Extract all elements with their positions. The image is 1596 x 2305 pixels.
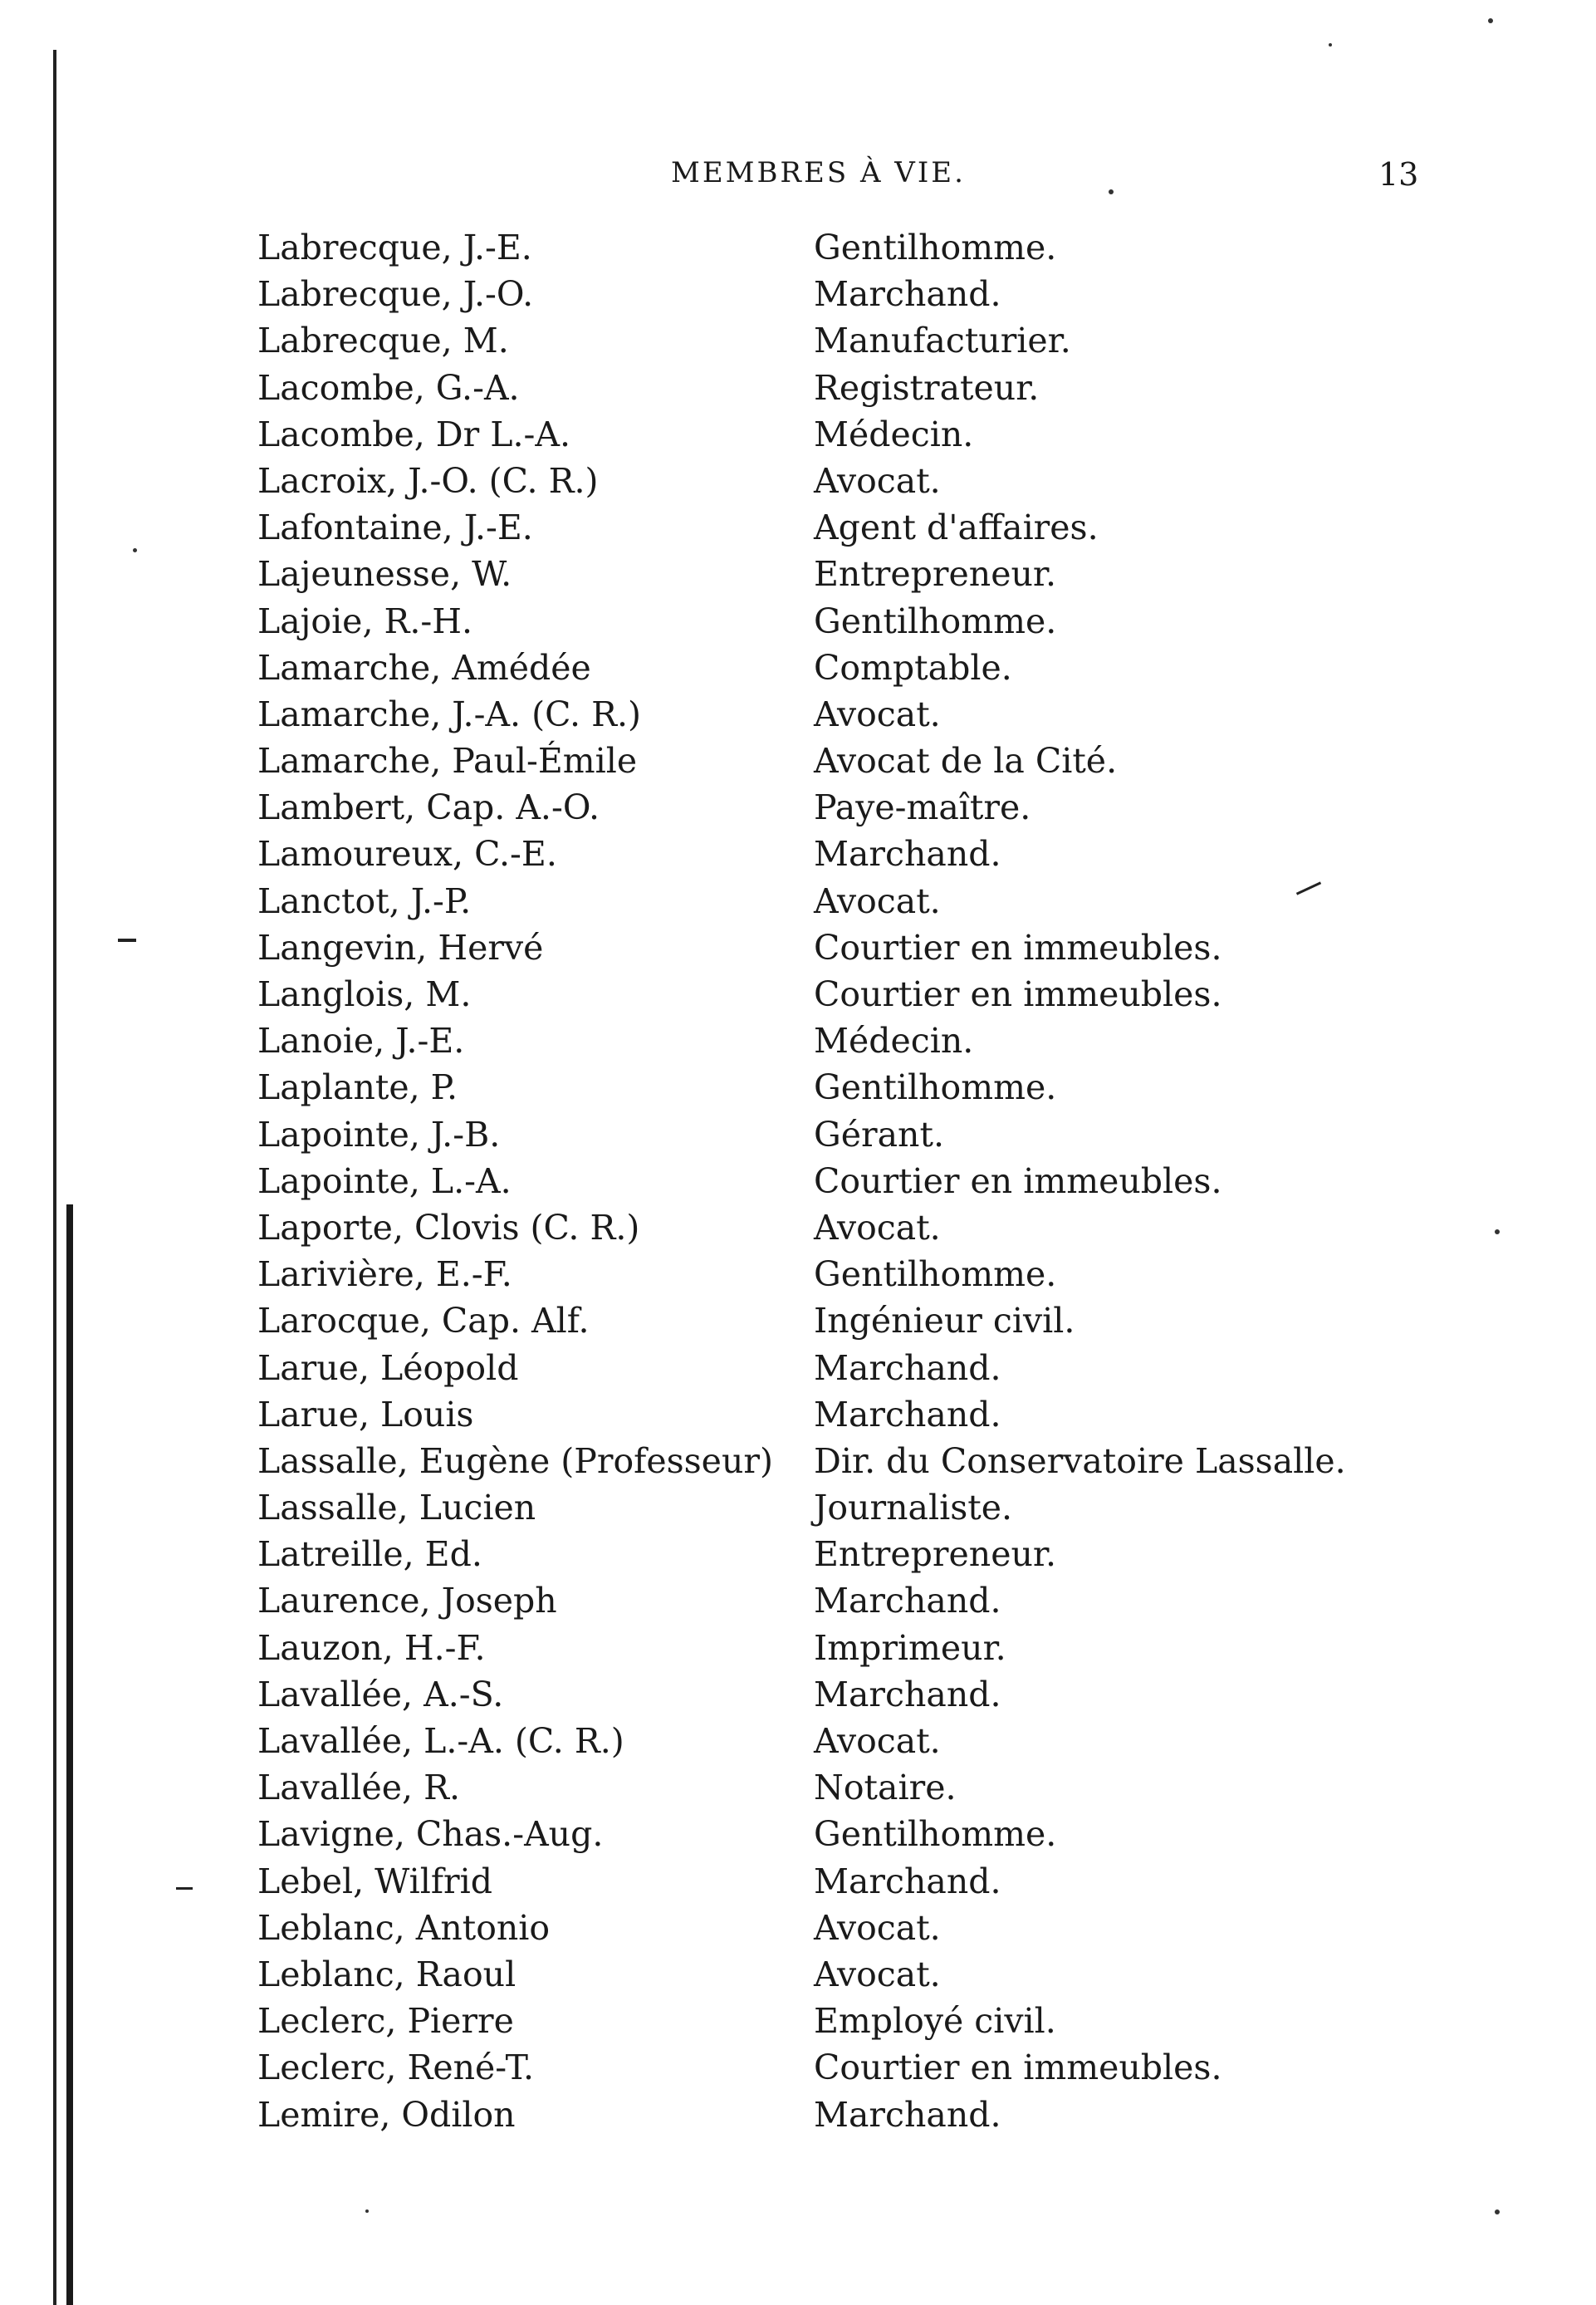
scan-speck [133, 548, 137, 552]
member-entry [257, 317, 1420, 364]
member-name: Lambert, Cap. A.-O. [257, 784, 606, 831]
member-name: Larocque, Cap. Alf. [257, 1297, 596, 1344]
member-entry [257, 924, 1420, 971]
member-name: Lassalle, Eugène (Professeur) [257, 1438, 780, 1484]
member-entry [257, 1251, 1420, 1297]
member-name: Lanctot, J.-P. [257, 878, 477, 924]
member-entry [257, 1484, 1420, 1531]
member-entry [257, 831, 1420, 877]
member-entry [257, 2044, 1420, 2091]
member-entry [257, 1718, 1420, 1764]
member-name: Leblanc, Raoul [257, 1951, 522, 1998]
member-occupation: Marchand. [814, 1674, 1001, 1714]
member-name: Lacombe, Dr L.-A. [257, 411, 577, 458]
member-entry [257, 1905, 1420, 1951]
member-name: Lassalle, Lucien [257, 1484, 542, 1531]
member-occupation: Marchand. [814, 2094, 1001, 2135]
member-occupation: Gentilhomme. [814, 228, 1057, 267]
member-occupation: Marchand. [814, 834, 1001, 875]
member-occupation: Avocat. [814, 1954, 941, 1994]
member-name: Lemire, Odilon [257, 2092, 522, 2138]
member-name: Laplante, P. [257, 1064, 464, 1111]
member-occupation: Marchand. [814, 1861, 1001, 1901]
member-entry [257, 971, 1420, 1018]
member-occupation: Courtier en immeubles. [814, 974, 1222, 1014]
member-name: Lajoie, R.-H. [257, 598, 479, 645]
member-entry [257, 738, 1420, 784]
member-entry [257, 1577, 1420, 1624]
member-name: Lacombe, G.-A. [257, 365, 526, 411]
member-occupation: Agent d'affaires. [814, 508, 1099, 548]
member-entry [257, 1297, 1420, 1344]
member-occupation: Marchand. [814, 274, 1001, 315]
member-occupation: Marchand. [814, 1347, 1001, 1388]
member-name: Lavigne, Chas.-Aug. [257, 1811, 610, 1857]
member-occupation: Courtier en immeubles. [814, 2048, 1222, 2088]
member-entry [257, 1018, 1420, 1064]
member-name: Lanoie, J.-E. [257, 1018, 471, 1064]
member-occupation: Imprimeur. [814, 1627, 1006, 1668]
scan-speck [1495, 1229, 1500, 1234]
member-entry [257, 1158, 1420, 1204]
member-name: Laurence, Joseph [257, 1577, 564, 1624]
member-entry [257, 2092, 1420, 2138]
member-name: Larue, Léopold [257, 1345, 525, 1391]
member-name: Lafontaine, J.-E. [257, 504, 540, 551]
member-name: Lapointe, L.-A. [257, 1158, 518, 1204]
member-name: Lamarche, Paul-Émile [257, 738, 644, 784]
member-occupation: Marchand. [814, 1581, 1001, 1621]
member-occupation: Courtier en immeubles. [814, 1160, 1222, 1201]
member-occupation: Manufacturier. [814, 321, 1071, 361]
member-occupation: Paye-maître. [814, 787, 1031, 828]
member-name: Lamarche, Amédée [257, 645, 598, 691]
member-occupation: Gentilhomme. [814, 1254, 1057, 1295]
member-occupation: Avocat. [814, 1721, 941, 1761]
member-list [257, 224, 1420, 2138]
member-entry [257, 691, 1420, 738]
member-entry [257, 1764, 1420, 1811]
member-occupation: Entrepreneur. [814, 1534, 1056, 1575]
member-entry [257, 1811, 1420, 1857]
scan-speck [1329, 43, 1332, 47]
member-entry [257, 504, 1420, 551]
member-name: Larivière, E.-F. [257, 1251, 519, 1297]
member-entry [257, 1858, 1420, 1905]
member-occupation: Comptable. [814, 647, 1012, 688]
scan-speck [1488, 18, 1493, 23]
member-name: Leclerc, Pierre [257, 1998, 521, 2044]
member-name: Lajeunesse, W. [257, 551, 518, 597]
member-entry [257, 1531, 1420, 1577]
member-name: Labrecque, M. [257, 317, 516, 364]
member-occupation: Gentilhomme. [814, 601, 1057, 641]
member-name: Labrecque, J.-E. [257, 224, 539, 271]
member-occupation: Employé civil. [814, 2001, 1056, 2042]
member-entry [257, 1204, 1420, 1251]
running-title: MEMBRES À VIE. [671, 156, 966, 189]
member-occupation: Avocat. [814, 1907, 941, 1948]
member-occupation: Dir. du Conservatoire Lassalle. [814, 1440, 1346, 1481]
member-entry [257, 1345, 1420, 1391]
member-occupation: Marchand. [814, 1394, 1001, 1434]
member-occupation: Avocat. [814, 694, 941, 734]
member-name: Lauzon, H.-F. [257, 1625, 492, 1671]
member-name: Latreille, Ed. [257, 1531, 489, 1577]
page-header [0, 156, 1596, 198]
member-entry [257, 1391, 1420, 1438]
member-entry [257, 878, 1420, 924]
member-occupation: Notaire. [814, 1768, 957, 1808]
member-occupation: Journaliste. [814, 1488, 1013, 1528]
member-name: Lebel, Wilfrid [257, 1858, 499, 1905]
member-occupation: Avocat. [814, 460, 941, 501]
member-entry [257, 1438, 1420, 1484]
margin-mark [176, 1887, 193, 1890]
member-entry [257, 1625, 1420, 1671]
member-name: Larue, Louis [257, 1391, 480, 1438]
member-entry [257, 645, 1420, 691]
member-occupation: Avocat de la Cité. [814, 741, 1118, 782]
binding-edge-shadow [66, 1204, 73, 2305]
member-entry [257, 1064, 1420, 1111]
member-name: Laporte, Clovis (C. R.) [257, 1204, 646, 1251]
scan-speck [365, 2209, 369, 2213]
member-occupation: Avocat. [814, 880, 941, 921]
binding-edge [53, 50, 56, 2305]
member-occupation: Médecin. [814, 414, 974, 454]
scan-speck [1495, 2209, 1500, 2214]
member-name: Leclerc, René-T. [257, 2044, 541, 2091]
member-name: Lavallée, R. [257, 1764, 467, 1811]
member-entry [257, 271, 1420, 317]
member-entry [257, 224, 1420, 271]
member-name: Lavallée, L.-A. (C. R.) [257, 1718, 631, 1764]
member-occupation: Gentilhomme. [814, 1814, 1057, 1855]
member-name: Lamarche, J.-A. (C. R.) [257, 691, 648, 738]
member-entry [257, 1671, 1420, 1718]
member-entry [257, 365, 1420, 411]
member-occupation: Gérant. [814, 1114, 944, 1155]
member-occupation: Courtier en immeubles. [814, 927, 1222, 968]
member-entry [257, 1951, 1420, 1998]
member-entry [257, 551, 1420, 597]
member-name: Labrecque, J.-O. [257, 271, 540, 317]
member-name: Langevin, Hervé [257, 924, 550, 971]
member-name: Lamoureux, C.-E. [257, 831, 564, 877]
member-name: Lacroix, J.-O. (C. R.) [257, 458, 605, 504]
member-name: Lapointe, J.-B. [257, 1111, 507, 1158]
member-entry [257, 598, 1420, 645]
member-occupation: Avocat. [814, 1207, 941, 1248]
member-name: Lavallée, A.-S. [257, 1671, 510, 1718]
member-name: Leblanc, Antonio [257, 1905, 556, 1951]
member-occupation: Gentilhomme. [814, 1067, 1057, 1108]
member-entry [257, 1111, 1420, 1158]
margin-mark [118, 939, 136, 942]
member-entry [257, 1998, 1420, 2044]
member-entry [257, 411, 1420, 458]
member-name: Langlois, M. [257, 971, 477, 1018]
member-entry [257, 458, 1420, 504]
member-occupation: Entrepreneur. [814, 554, 1056, 595]
member-entry [257, 784, 1420, 831]
member-occupation: Médecin. [814, 1021, 974, 1062]
member-occupation: Ingénieur civil. [814, 1301, 1075, 1341]
page-number: 13 [1378, 156, 1419, 193]
member-occupation: Registrateur. [814, 367, 1040, 408]
